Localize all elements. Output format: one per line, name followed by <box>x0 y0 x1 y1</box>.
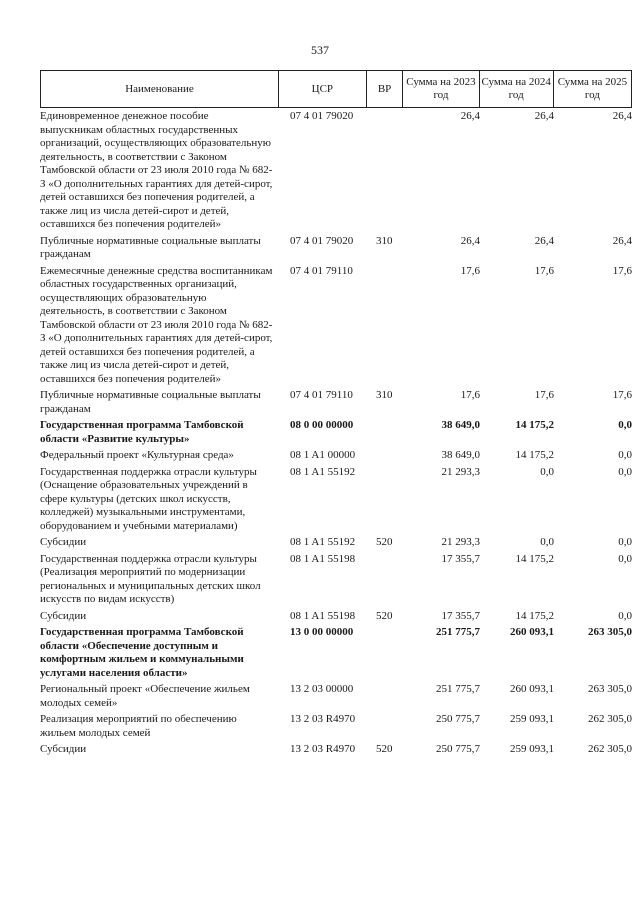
table-row <box>40 389 632 416</box>
table-header <box>40 70 632 108</box>
table-body <box>40 110 632 760</box>
table-row <box>40 713 632 740</box>
row-sum-2025: 263 305,0 <box>588 683 632 695</box>
header-sum-2025: Сумма на 2025 год <box>553 71 631 108</box>
row-vr <box>368 626 404 680</box>
row-vr <box>368 449 404 463</box>
row-sum-2024: 14 175,2 <box>515 449 554 461</box>
row-csr: 07 4 01 79110 <box>290 264 353 277</box>
row-sum-2025: 26,4 <box>612 110 632 122</box>
row-vr <box>368 466 404 534</box>
row-name: Государственная программа Тамбовской области «Обеспечение доступным и комфортным жильем и коммунальными услугами населения области» <box>40 626 244 679</box>
table-row <box>40 743 632 757</box>
row-sum-2024: 26,4 <box>534 110 554 122</box>
row-sum-2025: 263 305,0 <box>588 626 632 638</box>
table-row <box>40 466 632 534</box>
row-csr: 13 2 03 R4970 <box>290 743 356 755</box>
row-sum-2023: 251 775,7 <box>436 683 480 695</box>
row-sum-2025: 0,0 <box>618 419 632 431</box>
row-sum-2023: 17,6 <box>460 264 480 277</box>
row-sum-2025: 26,4 <box>612 234 632 247</box>
row-sum-2023: 26,4 <box>460 110 480 122</box>
row-sum-2024: 14 175,2 <box>515 609 554 622</box>
row-sum-2024: 0,0 <box>540 536 554 548</box>
row-sum-2023: 17 355,7 <box>441 552 480 565</box>
row-sum-2023: 251 775,7 <box>436 626 480 638</box>
row-sum-2025: 262 305,0 <box>588 743 632 755</box>
row-name: Ежемесячные денежные средства воспитанникам областных государственных организаций, осуществляющих образовательную деятельность, в соответствии с Законом Тамбовской области от 23 июля 2010 года № 682-З «О дополнительных гарантиях для детей-сирот, детей оставшихся без попечения родителей, а также лиц из числа детей-сирот и детей, оставшихся без попечения родителей» <box>40 264 273 385</box>
row-sum-2023: 26,4 <box>460 234 480 247</box>
row-name: Публичные нормативные социальные выплаты гражданам <box>40 234 261 260</box>
row-sum-2024: 17,6 <box>534 389 554 401</box>
table-row <box>40 553 632 607</box>
header-sum-2023: Сумма на 2023 год <box>403 71 479 108</box>
row-csr: 08 1 A1 55198 <box>290 609 356 622</box>
row-sum-2024: 26,4 <box>534 234 554 247</box>
header-sum-2024: Сумма на 2024 год <box>479 71 553 108</box>
table-row <box>40 536 632 550</box>
row-sum-2024: 17,6 <box>534 264 554 277</box>
row-name: Федеральный проект «Культурная среда» <box>40 449 234 461</box>
row-sum-2024: 0,0 <box>540 465 554 478</box>
row-sum-2024: 260 093,1 <box>510 626 554 638</box>
row-vr <box>368 553 404 607</box>
row-sum-2023: 38 649,0 <box>441 449 480 461</box>
row-csr: 07 4 01 79020 <box>290 234 354 247</box>
table-row <box>40 110 632 232</box>
row-name: Региональный проект «Обеспечение жильем молодых семей» <box>40 683 250 709</box>
row-csr: 08 1 A1 55192 <box>290 536 356 548</box>
row-csr: 08 1 A1 00000 <box>290 449 356 461</box>
row-name: Субсидии <box>40 609 87 622</box>
row-sum-2023: 250 775,7 <box>436 743 480 755</box>
row-name: Единовременное денежное пособие выпускникам областных государственных организаций, осуществляющих образовательную деятельность, в соответствии с Законом Тамбовской области от 23 июля 2010 года № 682-З «О дополнительных гарантиях для детей-сирот, детей оставшихся без попечения родителей, а также лиц из числа детей-сирот и детей, оставшихся без попечения родителей» <box>40 110 273 230</box>
header-name: Наименование <box>41 71 279 108</box>
row-sum-2023: 17,6 <box>460 389 480 401</box>
table-row-program <box>40 419 632 446</box>
row-sum-2024: 259 093,1 <box>510 743 554 755</box>
row-vr <box>368 110 404 232</box>
row-name: Государственная поддержка отрасли культуры (Реализация мероприятий по модернизации региональных и муниципальных детских школ искусств по видам искусств) <box>40 552 261 605</box>
row-sum-2025: 0,0 <box>618 465 632 478</box>
row-vr <box>368 713 404 740</box>
row-name: Субсидии <box>40 743 87 755</box>
row-sum-2023: 250 775,7 <box>436 713 480 725</box>
row-sum-2024: 14 175,2 <box>515 552 554 565</box>
table-row <box>40 449 632 463</box>
row-csr: 13 0 00 00000 <box>290 626 354 638</box>
page-number: 537 <box>311 43 329 57</box>
row-sum-2025: 0,0 <box>618 536 632 548</box>
row-sum-2025: 0,0 <box>618 449 632 461</box>
row-sum-2025: 17,6 <box>612 264 632 277</box>
row-sum-2023: 38 649,0 <box>441 419 480 431</box>
row-csr: 07 4 01 79020 <box>290 110 354 122</box>
row-sum-2023: 21 293,3 <box>441 536 480 548</box>
row-name: Реализация мероприятий по обеспечению жильем молодых семей <box>40 713 237 739</box>
header-vr: ВР <box>366 71 403 108</box>
row-vr: 310 <box>376 234 393 247</box>
table-row-program <box>40 626 632 680</box>
row-sum-2025: 262 305,0 <box>588 713 632 725</box>
table-row <box>40 610 632 624</box>
row-sum-2024: 259 093,1 <box>510 713 554 725</box>
row-name: Государственная программа Тамбовской области «Развитие культуры» <box>40 419 244 445</box>
row-name: Субсидии <box>40 536 87 548</box>
row-csr: 08 0 00 00000 <box>290 419 354 431</box>
row-vr: 520 <box>376 536 393 548</box>
row-csr: 08 1 A1 55198 <box>290 552 356 565</box>
row-csr: 13 2 03 00000 <box>290 683 354 695</box>
row-vr: 520 <box>376 743 393 755</box>
row-sum-2023: 17 355,7 <box>441 609 480 622</box>
row-csr: 13 2 03 R4970 <box>290 713 356 725</box>
table-row <box>40 235 632 262</box>
row-csr: 08 1 A1 55192 <box>290 465 356 478</box>
row-vr <box>368 683 404 710</box>
row-sum-2024: 14 175,2 <box>515 419 554 431</box>
row-name: Государственная поддержка отрасли культуры (Оснащение образовательных учреждений в сфере культуры (детских школ искусств, колледжей) музыкальными инструментами, оборудованием и учебными материалами) <box>40 465 257 532</box>
row-sum-2024: 260 093,1 <box>510 683 554 695</box>
table-row <box>40 265 632 387</box>
table-row <box>40 683 632 710</box>
row-vr <box>368 265 404 387</box>
row-sum-2023: 21 293,3 <box>441 465 480 478</box>
row-sum-2025: 0,0 <box>618 609 632 622</box>
header-csr: ЦСР <box>278 71 366 108</box>
row-csr: 07 4 01 79110 <box>290 389 353 401</box>
row-name: Публичные нормативные социальные выплаты гражданам <box>40 389 261 415</box>
row-sum-2025: 0,0 <box>618 552 632 565</box>
row-vr: 310 <box>376 389 393 401</box>
row-vr <box>368 419 404 446</box>
row-sum-2025: 17,6 <box>612 389 632 401</box>
row-vr: 520 <box>376 609 393 622</box>
